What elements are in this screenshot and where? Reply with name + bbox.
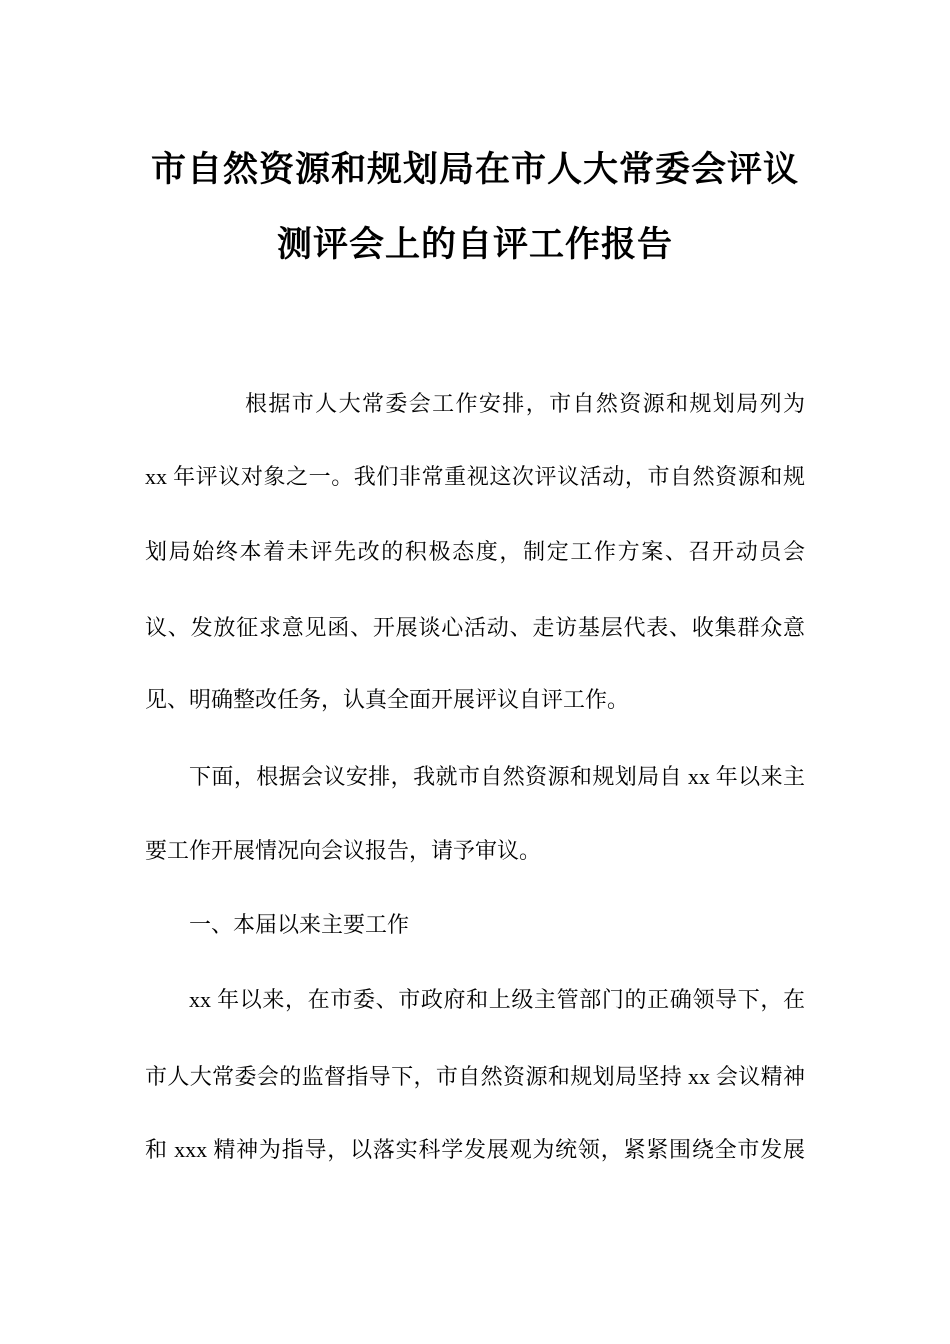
text-line: 划局始终本着未评先改的积极态度，制定工作方案、召开动员会 [145, 539, 805, 564]
text-line: 议、发放征求意见函、开展谈心活动、走访基层代表、收集群众意 [145, 615, 805, 640]
text-line: 市人大常委会的监督指导下，市自然资源和规划局坚持 xx 会议精神 [145, 1064, 805, 1089]
document-title-line-1: 市自然资源和规划局在市人大常委会评议 [150, 150, 799, 189]
heading-text: 一、本届以来主要工作 [189, 912, 410, 937]
text-line: xx 年以来，在市委、市政府和上级主管部门的正确领导下，在 [189, 987, 805, 1012]
text-line: 见、明确整改任务，认真全面开展评议自评工作。 [145, 687, 630, 712]
document-title-line-2: 测评会上的自评工作报告 [276, 225, 673, 264]
text-line: 要工作开展情况向会议报告，请予审议。 [145, 838, 542, 863]
text-line: 下面，根据会议安排，我就市自然资源和规划局自 xx 年以来主 [189, 764, 805, 789]
text-line: 根据市人大常委会工作安排，市自然资源和规划局列为 [245, 391, 805, 416]
text-line: xx 年评议对象之一。我们非常重视这次评议活动，市自然资源和规 [145, 464, 805, 489]
text-line: 和 xxx 精神为指导，以落实科学发展观为统领，紧紧围绕全市发展 [145, 1137, 805, 1162]
